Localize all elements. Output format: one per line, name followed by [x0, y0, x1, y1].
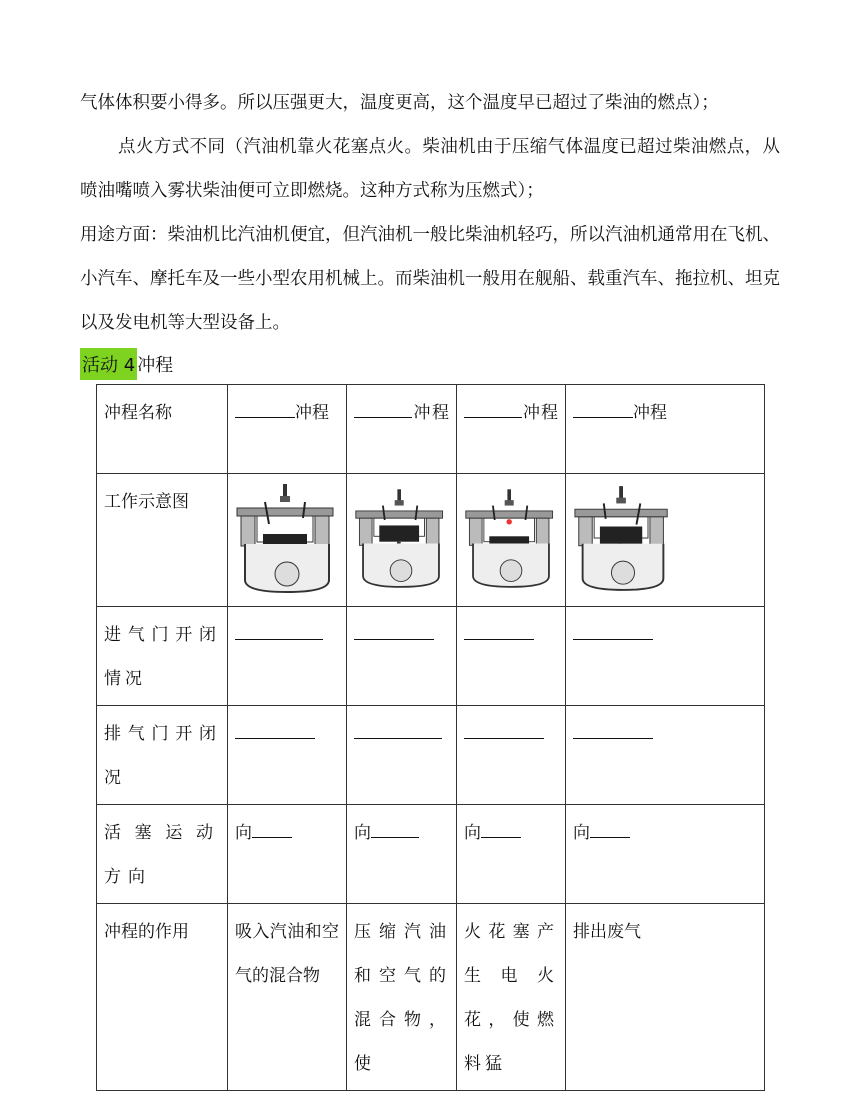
blank-line: [464, 397, 522, 418]
direction-cell-4: 向: [566, 805, 765, 904]
label-diagram: 工作示意图: [97, 474, 228, 607]
engine-intake-diagram-icon: [235, 484, 339, 594]
diagram-cell-4: [566, 474, 765, 607]
row-intake-valve: [97, 607, 765, 706]
engine-power-diagram-icon: [464, 484, 558, 594]
intake-cell-1: [228, 607, 347, 706]
label-stroke-name: 冲程名称: [97, 385, 228, 474]
stroke-name-cell-1: 冲程: [228, 385, 347, 474]
label-stroke-purpose: 冲程的作用: [97, 904, 228, 1091]
blank-line: [573, 397, 633, 418]
row-stroke-name: [97, 385, 765, 474]
diagram-cell-2: [347, 474, 457, 607]
stroke-name-cell-4: 冲程: [566, 385, 765, 474]
engine-compression-diagram-icon: [354, 484, 448, 594]
diagram-cell-1: [228, 474, 347, 607]
activity-label-highlight: 活动 4: [80, 348, 137, 380]
exhaust-cell-2: [347, 706, 457, 805]
blank-line: [235, 619, 323, 640]
activity-heading: [80, 347, 173, 381]
blank-line: [354, 619, 434, 640]
blank-line: [573, 718, 653, 739]
blank-line: [481, 817, 521, 838]
exhaust-cell-4: [566, 706, 765, 805]
purpose-cell-2: 压缩汽油和空气的混合物，使: [347, 904, 457, 1091]
blank-line: [354, 718, 442, 739]
blank-line: [464, 718, 544, 739]
intake-cell-4: [566, 607, 765, 706]
direction-cell-3: 向: [457, 805, 566, 904]
label-piston-direction: 活塞运动方向: [97, 805, 228, 904]
stroke-name-cell-3: 冲程: [457, 385, 566, 474]
purpose-cell-4: 排出废气: [566, 904, 765, 1091]
exhaust-cell-1: [228, 706, 347, 805]
stroke-name-cell-2: 冲程: [347, 385, 457, 474]
blank-line: [464, 619, 534, 640]
direction-cell-1: 向: [228, 805, 347, 904]
blank-line: [354, 397, 412, 418]
blank-line: [252, 817, 292, 838]
intake-cell-3: [457, 607, 566, 706]
row-diagram: [97, 474, 765, 607]
diagram-cell-3: [457, 474, 566, 607]
row-piston-direction: [97, 805, 765, 904]
stroke-table: [96, 384, 765, 1091]
exhaust-cell-3: [457, 706, 566, 805]
activity-title: 冲程: [137, 355, 174, 376]
row-stroke-purpose: [97, 904, 765, 1091]
blank-line: [371, 817, 419, 838]
paragraph-ignition-text: 点火方式不同（汽油机靠火花塞点火。柴油机由于压缩气体温度已超过柴油燃点，从喷油嘴喷入雾状柴油便可立即燃烧。这种方式称为压燃式）；: [80, 137, 780, 201]
blank-line: [590, 817, 630, 838]
row-exhaust-valve: [97, 706, 765, 805]
engine-exhaust-diagram-icon: [573, 484, 673, 594]
label-exhaust-valve: 排气门开闭况: [97, 706, 228, 805]
blank-line: [235, 397, 295, 418]
direction-cell-2: 向: [347, 805, 457, 904]
purpose-cell-3: 火花塞产生电火花，使燃料猛: [457, 904, 566, 1091]
paragraph-usage-text: 用途方面：柴油机比汽油机便宜，但汽油机一般比柴油机轻巧，所以汽油机通常用在飞机、小汽车、摩托车及一些小型农用机械上。而柴油机一般用在舰船、载重汽车、拖拉机、坦克以及发电机等大型设备上。: [80, 225, 780, 333]
intake-cell-2: [347, 607, 457, 706]
purpose-cell-1: 吸入汽油和空气的混合物: [228, 904, 347, 1091]
paragraph-compression-text: 气体体积要小得多。所以压强更大，温度更高，这个温度早已超过了柴油的燃点）；: [80, 93, 719, 113]
blank-line: [573, 619, 653, 640]
label-intake-valve: 进气门开闭情况: [97, 607, 228, 706]
blank-line: [235, 718, 315, 739]
